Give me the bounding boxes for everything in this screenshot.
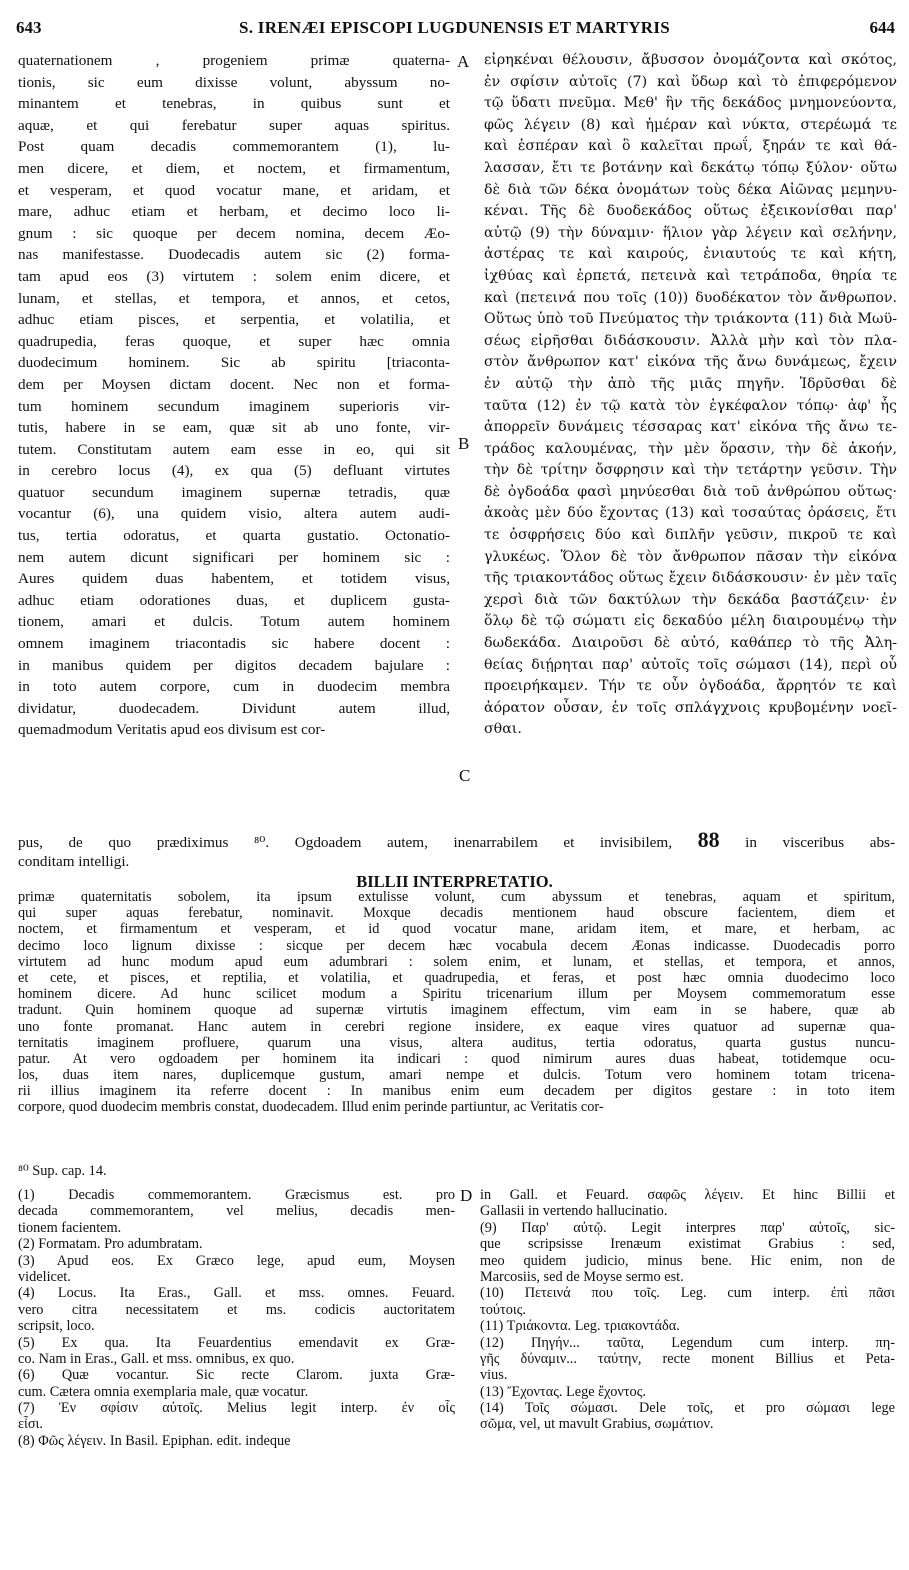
text-line: men dicere, et diem, et noctem, et firmamentum, xyxy=(18,159,450,177)
text-fragment: pus, de quo prædiximus ⁸⁰. Ogdoadem autem, inenarrabilem et invisibilem, xyxy=(18,834,673,851)
text-line: γλυκέως. Ὅλον δὲ τὸν ἄνθρωπον πᾶσαν τὴν εἰκόνα xyxy=(484,548,897,565)
notes-right-column xyxy=(480,1187,895,1433)
text-line: ἀκοὰς μὲν δύο ἔχοντας (13) καὶ τοσαύτας ὁράσεις, ἔτι xyxy=(484,505,897,522)
text-line: quadrupedia, feras quoque, et super hæc omnia xyxy=(18,332,450,350)
text-line: lunam, et stellas, et tempora, et annos, et cetos, xyxy=(18,289,450,307)
latin-column xyxy=(18,50,450,741)
text-line: γῆς δύναμιν... ταύτην, recte monent Billius et Peta- xyxy=(480,1350,895,1367)
text-line: conditam intelligi. xyxy=(18,852,130,870)
text-line: virtutem ad hunc modum apud eum adumbrari : solem enim, et lunam, et stellas, et tempora, et annos, xyxy=(18,953,895,970)
text-line: ἐν αὐτῷ τὴν ἀπὸ τῆς μιᾶς πηγῆν. Ἱδρῦσθαι δὲ xyxy=(484,375,897,392)
text-line: σθαι. xyxy=(484,721,522,738)
text-line: tradunt. Quin hominem quoque ad supernæ virtutis imaginem effectum, vim eam in se habere, quæ ab xyxy=(18,1002,895,1019)
text-line: τὴν δὲ τρίτην ὄσφρησιν καὶ τὴν τετάρτην γεῦσιν. Τὴν xyxy=(484,462,897,479)
text-line: Post quam decadis commemorantem (1), lu- xyxy=(18,138,450,156)
text-line: (10) Πετεινά που τοῖς. Leg. cum interp. ἐπὶ πᾶσι xyxy=(480,1285,895,1302)
text-line: que scripsisse Irenæum existimat Grabius : sed, xyxy=(480,1236,895,1253)
text-line: omnem imaginem triacontadis sic habere docent : xyxy=(18,635,450,653)
text-line: τῷ ὕδατι πνεῦμα. Μεθ' ἣν τῆς δεκάδος μνημονεύοντα, xyxy=(484,95,897,112)
text-line: (5) Ex qua. Ita Feuardentius emendavit ex Græ- xyxy=(18,1334,455,1351)
text-fragment: in visceribus abs- xyxy=(745,834,895,851)
text-line: δὲ διὰ τῶν δέκα ὀνομάτων τοὺς δέκα Αἰῶνας μεμηνυ- xyxy=(484,181,897,198)
text-line: (6) Quæ vocantur. Sic recte Clarom. juxta Græ- xyxy=(18,1367,455,1384)
left-page-number: 643 xyxy=(16,18,42,37)
text-line: gnum : sic quoque per decem nomina, decem Æo- xyxy=(18,224,450,242)
text-line: tum hominem secundum imaginem superioris vir- xyxy=(18,397,450,415)
text-line: mare, adhuc etiam et herbam, et decimo loco li- xyxy=(18,203,450,221)
text-line: Aures quidem duas habentem, et totidem visus, xyxy=(18,570,450,588)
text-line: primæ quaternitatis sobolem, ita ipsum extulisse volunt, cum abyssum et tenebras, aquam et spiritum, xyxy=(18,889,895,905)
text-line: ἀπορρεῖν δυνάμεις τέσσαρας κατ' εἰκόνα τῆς ἄνω τε- xyxy=(484,419,897,436)
text-line: vero citra necessitatem et ms. codicis auctoritatem xyxy=(18,1301,455,1318)
text-line: ternitatis imaginem profluere, quarum una visus, altera auditus, tertia odoratus, quarta gustus nuncu- xyxy=(18,1034,895,1051)
text-line: (14) Τοῖς σώμασι. Dele τοῖς, et pro σώμασι lege xyxy=(480,1400,895,1417)
text-line xyxy=(18,829,895,851)
text-line: noctem, et firmamentum et vesperam, et id quod vocatur mane, aridam item, et mare, et herbam, ac xyxy=(18,921,895,938)
text-line: hominem dicere. Ad hunc scilicet modum a Spiritu tricenarium illum per Moysem commemoratum esse xyxy=(18,986,895,1003)
text-line: uno fonte promanat. Hanc autem in cerebri regione insidere, ex eaque vires quatuor ad supernæ qua- xyxy=(18,1018,895,1035)
text-line: los, duas item nares, duplicemque gustum, amari nempe et dulcis. Totum vero hominem totam tricena- xyxy=(18,1067,895,1084)
text-line: δὲ ὀγδοάδα φασὶ μηνύεσθαι διὰ τοῦ ἀνθρώπου οὕτως· xyxy=(484,483,897,500)
margin-letter-d: D xyxy=(460,1186,473,1205)
text-line: videlicet. xyxy=(18,1268,71,1285)
running-title: S. IRENÆI EPISCOPI LUGDUNENSIS ET MARTYRIS xyxy=(238,18,671,37)
text-line: et vesperam, et quod vocatur mane, et aridam, et xyxy=(18,181,450,199)
text-line: scripsit, loco. xyxy=(18,1318,95,1335)
text-line: dividatur, duodecadem. Dividunt autem illud, xyxy=(18,699,450,717)
text-line: adhuc etiam pisces, et serpentia, et volatilia, et xyxy=(18,311,450,329)
text-line: θείας διῄρηται παρ' αὐτοῖς τοῖς σώμασι (14), περὶ οὗ xyxy=(484,656,897,673)
text-line: σέως εἰρῆσθαι διδάσκουσιν. Ἀλλὰ μὴν καὶ τὸν πλα- xyxy=(484,332,897,349)
text-line: tus, tertia odoratus, et quarta gustatio. Octonatio- xyxy=(18,527,450,545)
text-line: rii illius imaginem ita referre docent : In manibus enim eum decadem per digitos gestare : in toto item xyxy=(18,1083,895,1100)
text-line: (1) Decadis commemorantem. Græcismus est. pro xyxy=(18,1187,455,1203)
text-line: τούτοις. xyxy=(480,1301,526,1318)
text-line: quemadmodum Veritatis apud eos divisum est cor- xyxy=(18,721,326,739)
notes-left-column xyxy=(18,1187,455,1449)
text-line: ἀστέρας τε καὶ καιρούς, ἐνιαυτούς τε καὶ κήτη, xyxy=(484,246,897,263)
text-line: δωδεκάδα. Διαιροῦσι δὲ αὐτό, καθάπερ τὸ τῆς Ἀλη- xyxy=(484,635,897,652)
text-line: qui super aquas ferebatur, nominavit. Moxque decadis mentionem haud obscure facientem, diem et xyxy=(18,905,895,922)
text-line: κέναι. Τῆς δὲ δυοδεκάδος οὕτως ἐξεικονίσθαι παρ' xyxy=(484,203,897,220)
text-line: tam apud eos (3) virtutem : solem enim dicere, et xyxy=(18,267,450,285)
text-line: vocantur (6), una quidem visio, altera autem audi- xyxy=(18,505,450,523)
text-line: decimo loco lignum dixisse : sicque per decem hæc vocabula decem Æonas indicasse. Duodecadis porro xyxy=(18,937,895,954)
margin-letter-c: C xyxy=(459,766,471,785)
margin-letter-a: A xyxy=(457,52,470,71)
text-line: vius. xyxy=(480,1367,508,1384)
text-line: duodecimum hominem. Sic ab spiritu [triaconta- xyxy=(18,354,450,372)
text-line: χερσὶ διὰ τῶν δακτύλων τὴν δεκάδα βαστάζειν· ἐν xyxy=(484,591,897,608)
text-line: tutem. Constitutam autem eam esse in eo, qui sit xyxy=(18,440,450,458)
text-line: εἰρηκέναι θέλουσιν, ἄβυσσον ὀνομάζοντα καὶ σκότος, xyxy=(484,52,897,68)
text-line: dem per Moysen dictam docent. Nec non et forma- xyxy=(18,375,450,393)
right-page-number: 644 xyxy=(869,18,895,37)
footnote-80: ⁸⁰ Sup. cap. 14. xyxy=(18,1163,107,1179)
interpretation-text xyxy=(18,889,895,1116)
greek-column xyxy=(484,50,897,741)
text-line: ταῦτα (12) ἐν τῷ κατὰ τὸν ἐγκέφαλον τόπῳ· ἀφ' ἧς xyxy=(484,397,897,414)
text-line: co. Nam in Eras., Gall. et mss. omnibus, ex quo. xyxy=(18,1350,295,1367)
text-line: decada commemorantem, vel melius, decadis men- xyxy=(18,1203,455,1220)
full-width-text xyxy=(18,829,895,872)
text-line: (7) Ἐν σφίσιν αὐτοῖς. Melius legit interp. ἐν οἷς xyxy=(18,1400,455,1417)
text-line: Gallasii in vertendo hallucinatio. xyxy=(480,1203,668,1220)
text-line: aquæ, et qui ferebatur super aquas spiritus. xyxy=(18,116,450,134)
margin-letter-b: B xyxy=(458,434,470,453)
text-line: corpore, quod duodecim membris constat, duodecadem. Illud enim perinde partiuntur, ac Veritatis cor- xyxy=(18,1099,604,1116)
text-line: τε ὀσφρήσεις δύο καὶ διπλῆν γεῦσιν, πικροῦ τε καὶ xyxy=(484,527,897,544)
text-line: tionis, sic eum dixisse volunt, abyssum no- xyxy=(18,73,450,91)
text-line: adhuc etiam odorationes duas, et duplicem gusta- xyxy=(18,591,450,609)
text-line: (3) Apud eos. Ex Græco lege, apud eum, Moysen xyxy=(18,1252,455,1269)
text-line: αὐτῷ (9) τὴν δύναμιν· ἥλιον γὰρ λέγειν καὶ σελήνην, xyxy=(484,224,897,241)
page xyxy=(14,0,895,1570)
text-line: προειρήκαμεν. Τήν τε οὖν ὀγδοάδα, ἄρρητόν τε καὶ xyxy=(484,678,897,695)
text-line: (9) Παρ' αὐτῷ. Legit interpres παρ' αὐτοῖς, sic- xyxy=(480,1219,895,1236)
text-line: quatuor secundum imaginem supernæ tetradis, quæ xyxy=(18,483,450,501)
text-line: minantem et tenebras, in quibus sunt et xyxy=(18,95,450,113)
text-line: (13) Ἔχοντας. Lege ἔχοντος. xyxy=(480,1383,646,1400)
text-line: σῶμα, vel, ut mavult Grabius, σωμάτιον. xyxy=(480,1416,714,1433)
text-line: (4) Locus. Ita Eras., Gall. et mss. omnes. Feuard. xyxy=(18,1285,455,1302)
text-line: meo quidem judicio, minus bene. Hic enim, non de xyxy=(480,1252,895,1269)
text-line: τῆς τριακοντάδος οὕτως ἔχειν διδάσκουσιν· ἐν μὲν ταῖς xyxy=(484,570,897,587)
column-number: 88 xyxy=(697,829,720,851)
text-line: φῶς λέγειν (8) καὶ ἡμέραν καὶ νύκτα, στερέωμά τε xyxy=(484,116,897,133)
text-line: tionem, amari et dulcis. Totum autem hominem xyxy=(18,613,450,631)
text-line: in Gall. et Feuard. σαφῶς λέγειν. Et hinc Billii et xyxy=(480,1187,895,1203)
text-line: patur. At vero ogdoadem per hominem ita indicari : quod nimirum aures duas habeat, totidemque ocu- xyxy=(18,1050,895,1067)
text-line: (2) Formatam. Pro adumbratam. xyxy=(18,1236,203,1253)
text-line: Marcosiis, sed de Moyse sermo est. xyxy=(480,1268,684,1285)
text-line: in manibus quidem per digitos decadem bajulare : xyxy=(18,656,450,674)
text-line: et cete, et pisces, et reptilia, et volatilia, et quadrupedia, et feras, et post hæc omnia duodecimo loco xyxy=(18,969,895,986)
text-line: cum. Cætera omnia exemplaria male, quæ vocatur. xyxy=(18,1383,309,1400)
text-line: quaternationem , progeniem primæ quaterna- xyxy=(18,52,450,69)
text-line: εἶσι. xyxy=(18,1416,43,1433)
text-line: ἀόρατον οὖσαν, ἐν τοῖς σπλάγχνοις κρυβομένην νοεῖ- xyxy=(484,699,897,716)
text-line: τράδος καλουμένας, τὴν μὲν ὅρασιν, τὴν δὲ ἀκοήν, xyxy=(484,440,897,457)
text-line: tutis, habere in se eam, quæ sit ab uno fonte, vir- xyxy=(18,419,450,437)
text-line: (12) Πηγήν... ταῦτα, Legendum cum interp. πη- xyxy=(480,1334,895,1351)
text-line: in cerebro locus (4), ex qua (5) defluant virtutes xyxy=(18,462,450,480)
text-line: στὸν ἄνθρωπον κατ' εἰκόνα τῆς ἄνω δυνάμεως, ἔχειν xyxy=(484,354,897,371)
text-line: ἰχθύας καὶ ἑρπετά, πετεινὰ καὶ τετράποδα, θηρία τε xyxy=(484,267,897,284)
text-line: ὅλῳ δὲ τῷ σώματι εἰς δεκαδύο μέλη διαιρουμένῳ τὴν xyxy=(484,613,897,630)
interpretation-heading: BILLII INTERPRETATIO. xyxy=(356,872,553,891)
text-line: ἐν σφίσιν αὐτοῖς (7) καὶ ὕδωρ καὶ τὸ ἐπιφερόμενον xyxy=(484,73,897,90)
text-line: καὶ ἑσπέραν καὶ ὃ καλεῖται πρωΐ, ξηράν τε καὶ θά- xyxy=(484,138,897,155)
text-line: (11) Τριάκοντα. Leg. τριακοντάδα. xyxy=(480,1318,680,1335)
text-line: tionem facientem. xyxy=(18,1219,122,1236)
text-line: καὶ (πετεινά που τοῖς (10)) δυοδέκατον τὸν ἄνθρωπον. xyxy=(484,289,897,306)
running-header xyxy=(14,18,895,40)
text-line: in toto autem corpore, cum in duodecim membra xyxy=(18,678,450,696)
text-line: Οὕτως ὑπὸ τοῦ Πνεύματος τὴν τριάκοντα (11) διὰ Μωϋ- xyxy=(484,311,897,328)
text-line: (8) Φῶς λέγειν. In Basil. Epiphan. edit. indeque xyxy=(18,1432,291,1449)
text-line: nas manifestasse. Duodecadis autem sic (2) forma- xyxy=(18,246,450,264)
text-line: λασσαν, ἔτι τε βοτάνην καὶ δεκάτῳ τόπῳ ξύλον· οὕτω xyxy=(484,159,897,176)
text-line: nem autem dicunt significari per hominem sic : xyxy=(18,548,450,566)
